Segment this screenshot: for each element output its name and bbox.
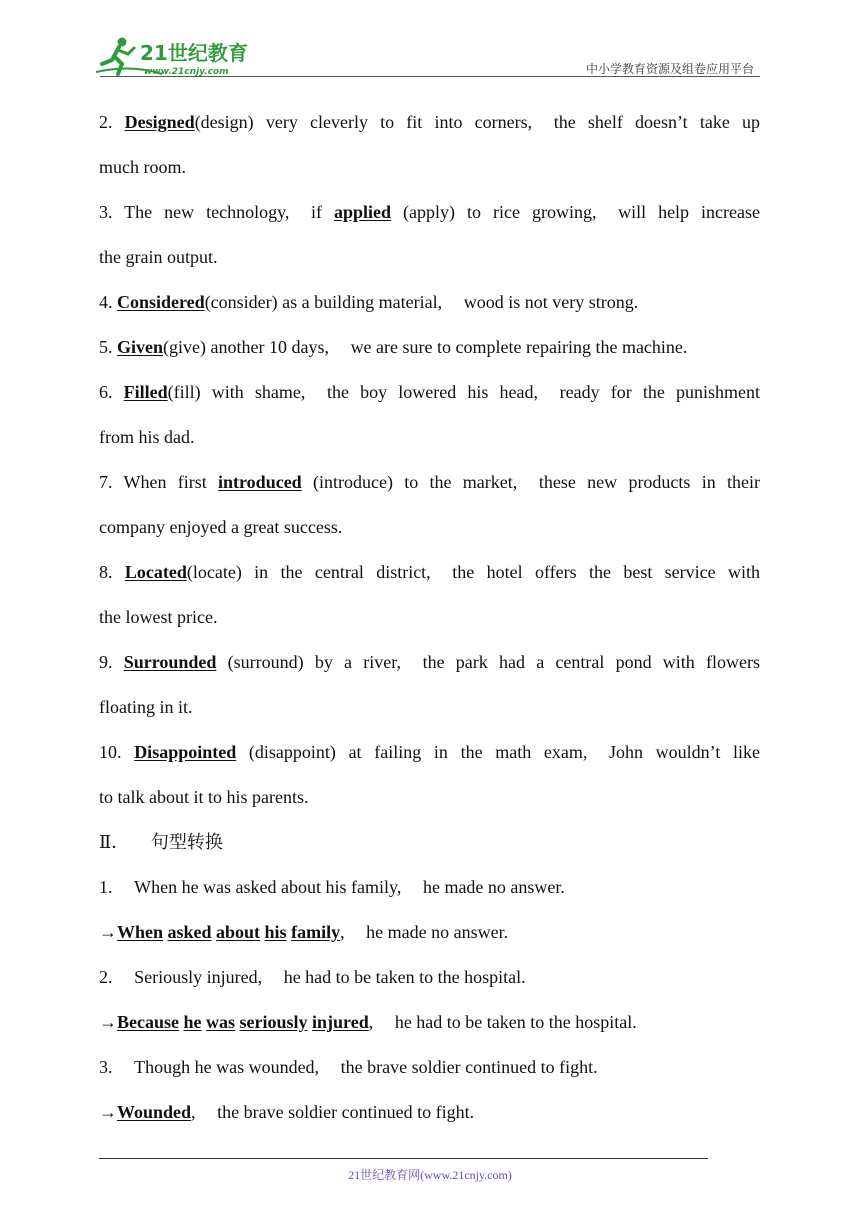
text-segment: When he was asked about his family,: [134, 877, 402, 897]
text-segment: 1.: [99, 877, 113, 897]
text-segment: much room.: [99, 157, 186, 177]
text-line: [99, 464, 760, 509]
text-segment: these new products in their: [538, 472, 760, 492]
answer-word: family: [291, 922, 341, 942]
text-line: [99, 644, 760, 689]
text-segment: (locate) in the central district,: [186, 562, 431, 582]
footer-divider: [99, 1158, 708, 1159]
text-segment: (give) another 10 days,: [163, 337, 329, 357]
svg-text:21世纪教育: 21世纪教育: [140, 41, 248, 65]
text-segment: from his dad.: [99, 427, 195, 447]
answer-word: his: [264, 922, 287, 942]
text-segment: company enjoyed a great success.: [99, 517, 343, 537]
answer-word: When: [117, 922, 164, 942]
text-segment: Though he was wounded,: [134, 1057, 320, 1077]
text-segment: 2.: [99, 112, 125, 132]
text-line: [99, 509, 760, 554]
text-line: [99, 1049, 760, 1094]
text-segment: the hotel offers the best service with: [452, 562, 760, 582]
answer-word: Designed: [124, 112, 195, 132]
text-segment: will help increase: [618, 202, 761, 222]
text-segment: (fill) with shame,: [167, 382, 306, 402]
text-segment: the grain output.: [99, 247, 218, 267]
answer-word: seriously: [239, 1012, 308, 1032]
text-segment: 9.: [99, 652, 124, 672]
answer-word: introduced: [218, 472, 302, 492]
text-line: [99, 869, 760, 914]
svg-text:www.21cnjy.com: www.21cnjy.com: [144, 67, 229, 77]
text-segment: 2.: [99, 967, 113, 987]
text-segment: 3. The new technology,: [99, 202, 290, 222]
text-segment: ,: [191, 1102, 196, 1122]
text-segment: to talk about it to his parents.: [99, 787, 309, 807]
answer-word: he: [183, 1012, 202, 1032]
text-segment: the lowest price.: [99, 607, 218, 627]
text-segment: he had to be taken to the hospital.: [394, 1012, 637, 1032]
text-segment: (introduce) to the market,: [301, 472, 518, 492]
text-segment: (disappoint) at failing in the math exam,: [236, 742, 588, 762]
text-line: [99, 194, 760, 239]
text-segment: 4.: [99, 292, 117, 312]
exercise-content: [99, 104, 760, 1139]
answer-word: asked: [167, 922, 212, 942]
text-segment: (design) very cleverly to fit into corners,: [194, 112, 533, 132]
answer-word: Filled: [123, 382, 168, 402]
text-segment: 5.: [99, 337, 117, 357]
text-segment: 7. When first: [99, 472, 219, 492]
text-line: [99, 734, 760, 779]
text-segment: Seriously injured,: [134, 967, 263, 987]
text-segment: →: [99, 1012, 117, 1032]
text-segment: if: [311, 202, 335, 222]
answer-word: Because: [117, 1012, 179, 1032]
text-segment: he made no answer.: [366, 922, 509, 942]
text-line: [99, 1004, 760, 1049]
text-line: [99, 914, 760, 959]
text-line: [99, 824, 760, 869]
text-line: [99, 329, 760, 374]
answer-word: applied: [334, 202, 392, 222]
text-segment: ,: [368, 1012, 374, 1032]
platform-name: 中小学教育资源及组卷应用平台: [585, 62, 754, 76]
page-header: [92, 30, 760, 80]
text-segment: floating in it.: [99, 697, 193, 717]
site-logo: [92, 34, 262, 78]
text-line: [99, 104, 760, 149]
text-line: [99, 1094, 760, 1139]
text-segment: 3.: [99, 1057, 113, 1077]
text-segment: the brave soldier continued to fight.: [340, 1057, 598, 1077]
text-segment: (surround) by a river,: [216, 652, 402, 672]
text-line: [99, 779, 760, 824]
text-segment: the shelf doesn’t take up: [553, 112, 761, 132]
text-segment: the brave soldier continued to fight.: [217, 1102, 475, 1122]
text-segment: the park had a central pond with flowers: [422, 652, 760, 672]
text-segment: he made no answer.: [422, 877, 565, 897]
answer-word: injured: [312, 1012, 369, 1032]
text-line: [99, 374, 760, 419]
answer-word: Disappointed: [134, 742, 237, 762]
text-segment: ,: [340, 922, 345, 942]
text-segment: (consider) as a building material,: [204, 292, 443, 312]
answer-word: Surrounded: [123, 652, 217, 672]
text-segment: 6.: [99, 382, 124, 402]
answer-word: Considered: [117, 292, 205, 312]
text-segment: (apply) to rice growing,: [391, 202, 597, 222]
text-segment: ready for the punishment: [559, 382, 761, 402]
text-segment: the boy lowered his head,: [327, 382, 539, 402]
answer-word: Given: [117, 337, 164, 357]
text-line: [99, 689, 760, 734]
text-segment: 10.: [99, 742, 135, 762]
text-line: [99, 554, 760, 599]
text-segment: he had to be taken to the hospital.: [283, 967, 526, 987]
text-segment: Ⅱ．: [99, 832, 130, 852]
text-line: [99, 149, 760, 194]
footer-link[interactable]: 21世纪教育网(www.21cnjy.com): [348, 1168, 512, 1182]
text-segment: wood is not very strong.: [463, 292, 639, 312]
answer-word: Wounded: [117, 1102, 192, 1122]
answer-word: about: [216, 922, 261, 942]
text-segment: 句型转换: [150, 832, 223, 852]
answer-word: was: [206, 1012, 236, 1032]
text-segment: 8.: [99, 562, 125, 582]
text-segment: we are sure to complete repairing the machine.: [350, 337, 688, 357]
answer-word: Located: [124, 562, 187, 582]
header-divider: [100, 76, 760, 77]
text-line: [99, 959, 760, 1004]
text-line: [99, 419, 760, 464]
text-line: [99, 239, 760, 284]
text-segment: →: [99, 1102, 117, 1122]
text-segment: John wouldn’t like: [608, 742, 761, 762]
text-line: [99, 284, 760, 329]
text-segment: →: [99, 922, 117, 942]
text-line: [99, 599, 760, 644]
